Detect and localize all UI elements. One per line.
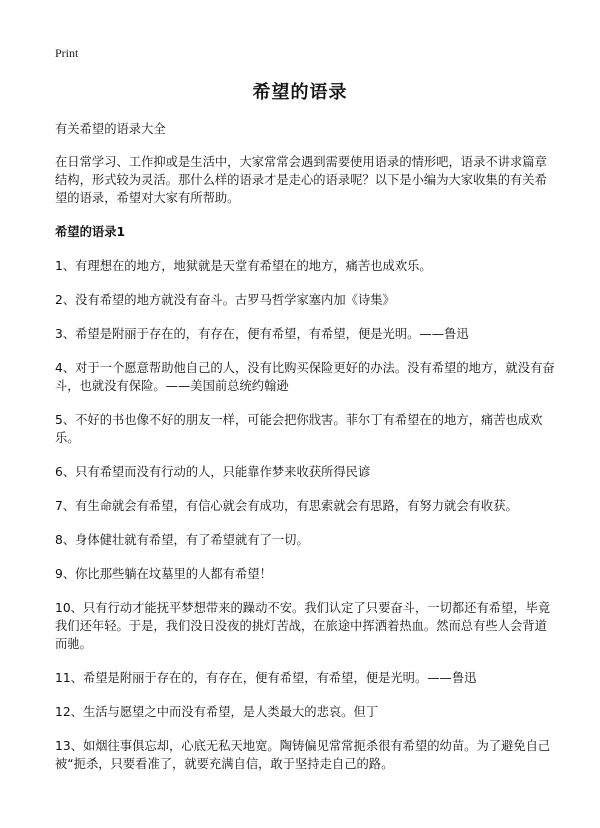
print-label: Print [55,46,79,60]
document-body [55,120,555,789]
quote-item: 13、如烟往事俱忘却，心底无私天地宽。陶铸偏见常常扼杀很有希望的幼苗。为了避免自己被“扼杀，只要看准了，就要充满自信，敢于坚持走自己的路。 [55,739,551,771]
document-subtitle: 有关希望的语录大全 [55,122,166,136]
quote-item: 4、对于一个愿意帮助他自己的人，没有比购买保险更好的办法。没有希望的地方，就没有奋斗，也就没有保险。——美国前总统约翰逊 [55,361,555,393]
quote-item: 2、没有希望的地方就没有奋斗。古罗马哲学家塞内加《诗集》 [55,293,395,307]
quote-item: 1、有理想在的地方，地狱就是天堂有希望在的地方，痛苦也成欢乐。 [55,259,432,273]
quote-item: 5、不好的书也像不好的朋友一样，可能会把你戕害。菲尔丁有希望在的地方，痛苦也成欢乐。 [55,413,543,445]
quote-item: 11、希望是附丽于存在的，有存在，便有希望，有希望，便是光明。——鲁迅 [55,671,477,685]
quote-item: 9、你比那些躺在坟墓里的人都有希望！ [55,567,272,581]
quote-item: 3、希望是附丽于存在的，有存在，便有希望，有希望，便是光明。——鲁迅 [55,327,469,341]
page-title: 希望的语录 [252,82,348,103]
quote-item: 6、只有希望而没有行动的人，只能靠作梦来收获所得民谚 [55,465,371,479]
quote-item: 7、有生命就会有希望，有信心就会有成功，有思索就会有思路，有努力就会有收获。 [55,499,518,513]
quote-item: 12、生活与愿望之中而没有希望，是人类最大的悲哀。但丁 [55,705,379,719]
quote-item: 8、身体健壮就有希望，有了希望就有了一切。 [55,533,309,547]
quote-item: 10、只有行动才能抚平梦想带来的躁动不安。我们认定了只要奋斗，一切都还有希望，毕竟我们还年轻。于是，我们没日没夜的挑灯苦战，在旅途中挥洒着热血。然而总有些人会背道而驰。 [55,601,551,651]
intro-paragraph: 在日常学习、工作抑或是生活中，大家常常会遇到需要使用语录的情形吧，语录不讲求篇章结构，形式较为灵活。那什么样的语录才是走心的语录呢？以下是小编为大家收集的有关希望的语录，希望对大家有所帮助。 [55,155,547,205]
section-heading: 希望的语录1 [55,225,126,239]
